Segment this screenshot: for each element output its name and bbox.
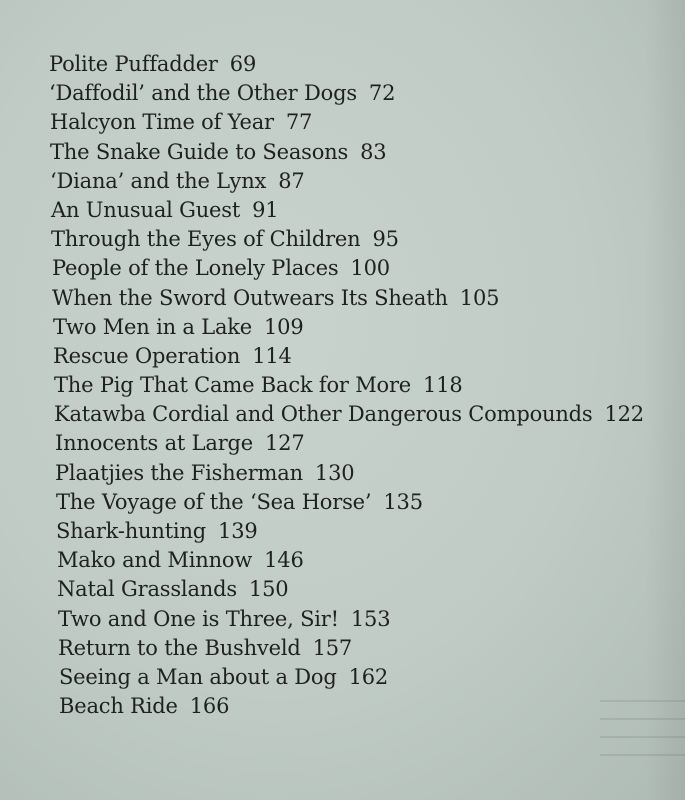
toc-entry: [49, 79, 644, 108]
toc-entry-title: Polite Puffadder: [49, 52, 218, 76]
toc-entry: [54, 400, 644, 429]
toc-entry: [56, 517, 644, 546]
toc-entry-page: 69: [229, 52, 257, 76]
toc-entry-page: 100: [350, 256, 390, 281]
toc-entry-title: Shark-hunting: [56, 519, 207, 543]
toc-entry-page: 153: [350, 606, 391, 631]
toc-entry-title: The Pig That Came Back for More: [54, 373, 412, 398]
toc-entry: [59, 692, 644, 721]
toc-entry: [56, 488, 644, 517]
toc-entry: [50, 167, 644, 196]
toc-entry-page: 122: [604, 402, 644, 427]
toc-entry: [59, 663, 644, 692]
toc-entry-title: ‘Daffodil’ and the Other Dogs: [49, 81, 357, 106]
toc-entry-page: 150: [248, 577, 289, 602]
toc-entry-page: 139: [218, 519, 258, 543]
toc-entry-page: 118: [423, 373, 463, 398]
toc-entry-title: Two and One is Three, Sir!: [58, 606, 339, 631]
toc-entry: [52, 284, 644, 313]
toc-entry-title: Plaatjies the Fisherman: [55, 460, 303, 485]
table-of-contents: [49, 50, 644, 721]
toc-entry: [55, 429, 644, 458]
toc-entry-page: 105: [459, 285, 500, 310]
toc-entry-page: 157: [312, 635, 353, 660]
toc-entry-title: The Voyage of the ‘Sea Horse’: [56, 489, 372, 514]
toc-entry-title: ‘Diana’ and the Lynx: [50, 168, 267, 193]
toc-entry: [50, 108, 644, 137]
toc-entry: [57, 546, 644, 575]
toc-entry-page: 162: [348, 664, 389, 689]
toc-entry-page: 135: [383, 489, 423, 514]
toc-entry-title: Mako and Minnow: [57, 548, 253, 573]
toc-entry-page: 130: [314, 460, 355, 485]
toc-entry: [51, 225, 644, 254]
toc-entry: [51, 196, 644, 225]
toc-entry: [57, 575, 644, 604]
toc-entry-title: An Unusual Guest: [51, 197, 241, 222]
toc-entry: [49, 50, 644, 79]
toc-entry-title: Seeing a Man about a Dog: [59, 664, 337, 689]
toc-entry: [54, 371, 644, 400]
toc-entry-page: 146: [264, 548, 304, 573]
toc-entry: [55, 459, 644, 488]
toc-entry-title: Beach Ride: [59, 694, 178, 719]
toc-entry-page: 166: [189, 694, 230, 719]
toc-entry-title: Halcyon Time of Year: [50, 110, 274, 135]
toc-entry: [53, 313, 644, 342]
toc-entry-title: Return to the Bushveld: [58, 635, 301, 660]
toc-entry-page: 83: [360, 139, 387, 164]
toc-entry-title: Natal Grasslands: [57, 577, 237, 602]
toc-entry-page: 91: [252, 197, 279, 222]
toc-entry-title: People of the Lonely Places: [52, 256, 339, 281]
toc-entry-title: When the Sword Outwears Its Sheath: [52, 285, 448, 310]
toc-entry-title: Two Men in a Lake: [53, 314, 253, 339]
toc-entry-page: 95: [372, 227, 399, 252]
toc-entry-title: Through the Eyes of Children: [51, 227, 361, 252]
toc-entry-page: 87: [278, 168, 305, 193]
toc-entry: [58, 605, 644, 634]
toc-entry: [52, 254, 644, 283]
page-shadow: [645, 0, 685, 800]
toc-entry-page: 72: [368, 81, 396, 106]
toc-entry-page: 127: [265, 431, 305, 456]
toc-entry: [50, 138, 644, 167]
toc-entry-title: The Snake Guide to Seasons: [50, 139, 349, 164]
toc-entry-page: 77: [285, 110, 313, 135]
toc-entry: [53, 342, 644, 371]
toc-entry-title: Rescue Operation: [53, 343, 241, 368]
toc-entry-page: 114: [252, 343, 292, 368]
toc-entry-title: Innocents at Large: [55, 431, 254, 456]
toc-entry: [58, 634, 644, 663]
toc-entry-title: Katawba Cordial and Other Dangerous Compounds: [54, 402, 593, 427]
toc-entry-page: 109: [264, 314, 304, 339]
